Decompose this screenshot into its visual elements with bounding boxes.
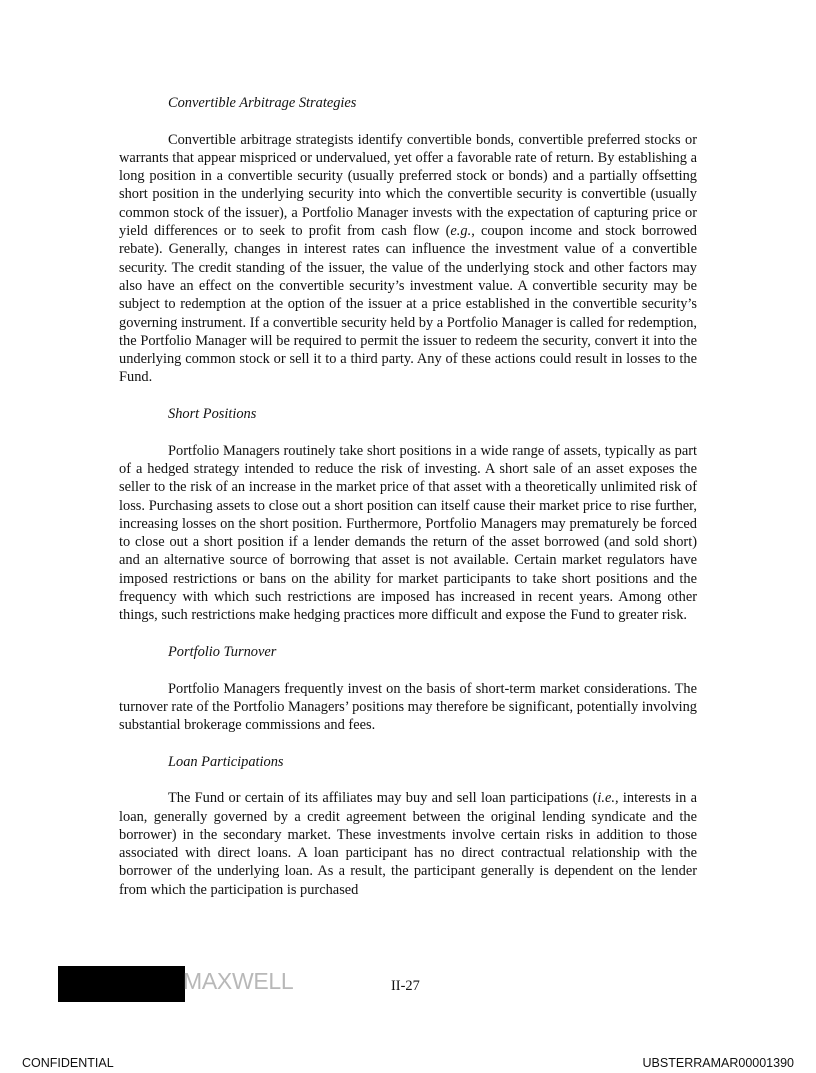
document-body [119, 94, 697, 899]
italic-abbreviation: e.g. [450, 223, 472, 240]
confidential-label: CONFIDENTIAL [22, 1056, 114, 1070]
text-run: , coupon income and stock borrowed rebate). Generally, changes in interest rates can influence the investment value of a convertible security. The credit standing of the issuer, the value of the underlying stock and other factors may also have an effect on the convertible security’s investment value. A convertible security may be subject to redemption at the option of the issuer at a price established in the convertible security’s governing instrument. If a convertible security held by a Portfolio Manager is called for redemption, the Portfolio Manager will be required to permit the issuer to redeem the security, convert it into the underlying common stock or sell it to a third party. Any of these actions could result in losses to the Fund. [119, 223, 697, 386]
section-paragraph [119, 442, 697, 625]
text-run: Portfolio Managers routinely take short positions in a wide range of assets, typically as part of a hedged strategy intended to reduce the risk of investing. A short sale of an asset exposes the seller to the risk of an increase in the market price of that asset with a theoretically unlimited risk of loss. Purchasing assets to close out a short position can itself cause their market price to rise further, increasing losses on the short position. Furthermore, Portfolio Managers may prematurely be forced to close out a short position if a lender demands the return of the asset borrowed (and sold short) and an alternative source of borrowing that asset is not available. Certain market regulators have imposed restrictions or bans on the ability for market participants to take short positions and the frequency with which such restrictions are imposed has increased in recent years. Among other things, such restrictions make hedging practices more difficult and expose the Fund to greater risk. [119, 442, 697, 624]
section-heading: Short Positions [168, 406, 257, 423]
page-number: II-27 [391, 978, 420, 994]
text-run: Convertible arbitrage strategists identify convertible bonds, convertible preferred stocks or warrants that appear mispriced or undervalued, yet offer a favorable rate of return. By establishing a long position in a convertible security (usually preferred stock or bonds) and a partially offsetting short position in the underlying security into which the convertible security is convertible (usually common stock of the issuer), a Portfolio Manager invests with the expectation of capturing price or yield differences or to seek to profit from cash flow ( [119, 131, 697, 240]
text-run: , interests in a loan, generally governed by a credit agreement between the original lending syndicate and the borrower) in the secondary market. These investments involve certain risks in addition to those associated with direct loans. A loan participant has no direct contractual relationship with the borrower of the underlying loan. As a result, the participant generally is dependent on the lender from which the participation is purchased [119, 790, 697, 898]
section-heading: Convertible Arbitrage Strategies [168, 95, 357, 111]
redaction-box [58, 966, 185, 1002]
bates-number: UBSTERRAMAR00001390 [642, 1056, 794, 1070]
italic-abbreviation: i.e. [597, 790, 616, 807]
footer-mark: MAXWELL [183, 968, 294, 994]
section-heading: Portfolio Turnover [168, 643, 277, 660]
section-paragraph [119, 680, 697, 735]
section-heading: Loan Participations [168, 753, 284, 770]
section-paragraph [119, 789, 697, 899]
text-run: The Fund or certain of its affiliates may buy and sell loan participations ( [168, 790, 598, 807]
text-run: Portfolio Managers frequently invest on the basis of short-term market considerations. The turnover rate of the Portfolio Managers’ positions may therefore be significant, potentially involving substantial brokerage commissions and fees. [119, 680, 698, 734]
section-paragraph [119, 131, 697, 387]
